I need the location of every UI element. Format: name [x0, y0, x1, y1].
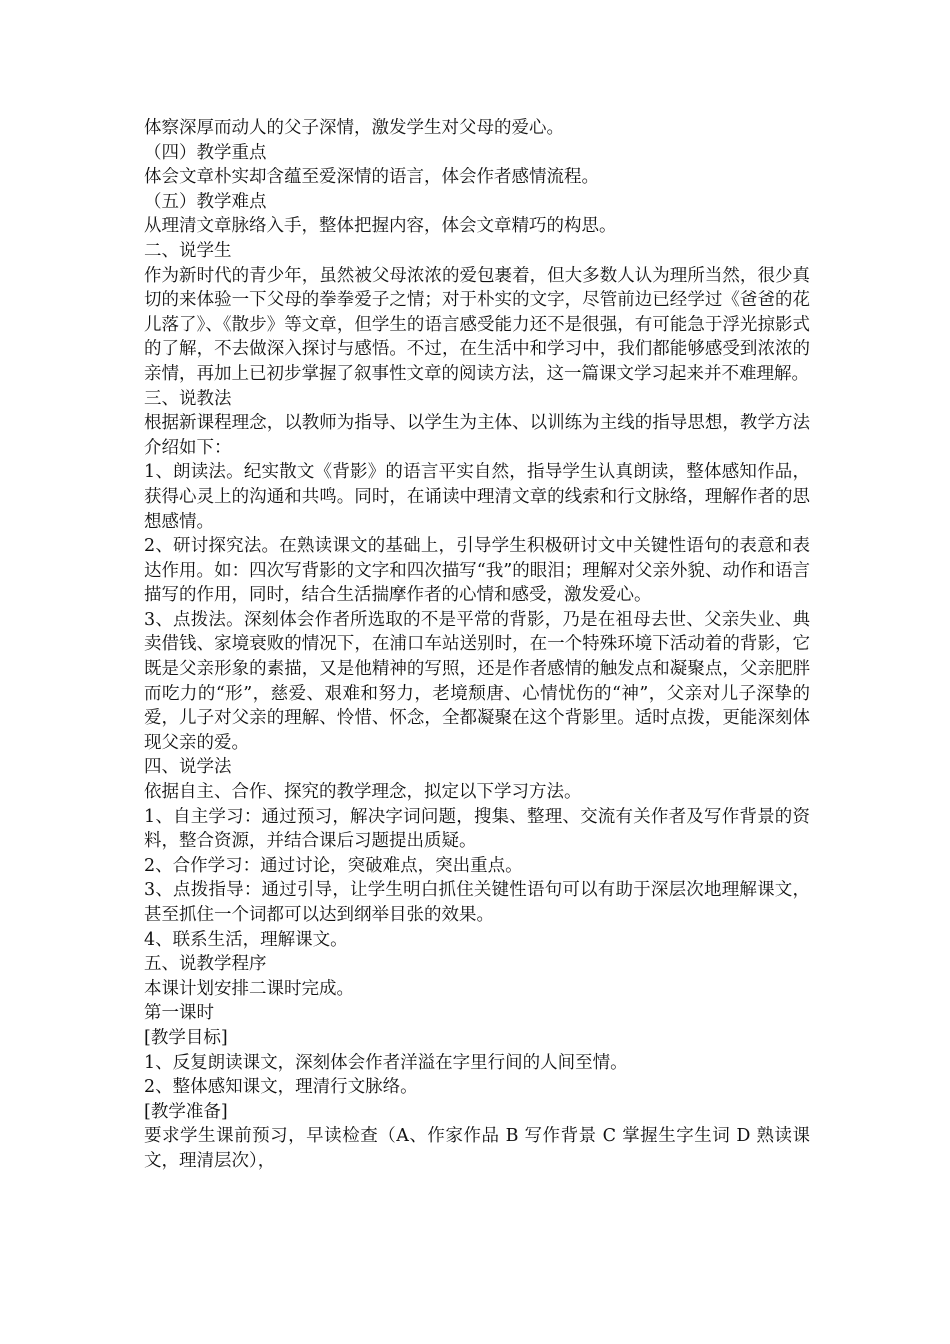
paragraph-preparation: 要求学生课前预习，早读检查（A、作家作品 B 写作背景 C 掌握生字生词 D 熟读课文，理清层次）， — [144, 1126, 810, 1171]
heading-about-students: 二、说学生 — [144, 240, 232, 261]
paragraph-method-guidance: 3、点拨法。深刻体会作者所选取的不是平常的背影，乃是在祖母去世、父亲失业、典卖借钱、家境衰败的情况下，在浦口车站送别时，在一个特殊环境下活动着的背影，它既是父亲形象的素描，又是他精神的写照，还是作者感情的触发点和凝聚点，父亲肥胖而吃力的“形”，慈爱、艰难和努力，老境颓唐、心情忧伤的“神”，父亲对儿子深挚的爱，儿子对父亲的理解、怜惜、怀念，全都凝聚在这个背影里。适时点拨，更能深刻体现父亲的爱。 — [144, 609, 810, 753]
heading-teaching-procedure: 五、说教学程序 — [144, 954, 267, 975]
paragraph-learning-intro: 依据自主、合作、探究的教学理念，拟定以下学习方法。 — [144, 782, 582, 803]
paragraph-method-inquiry: 2、研讨探究法。在熟读课文的基础上，引导学生积极研讨文中关键性语句的表意和表达作用。如：四次写背影的文字和四次描写“我”的眼泪；理解对父亲外貌、动作和语言描写的作用，同时，结合生活揣摩作者的心情和感受，激发爱心。 — [144, 536, 810, 606]
paragraph-learning-guidance: 3、点拨指导：通过引导，让学生明白抓住关键性语句可以有助于深层次地理解课文，甚至抓住一个词都可以达到纲举目张的效果。 — [144, 880, 810, 925]
heading-teaching-difficulty: （五）教学难点 — [144, 191, 267, 212]
paragraph-goal-2: 2、整体感知课文，理清行文脉络。 — [144, 1077, 418, 1098]
paragraph-learning-self: 1、自主学习：通过预习，解决字词问题，搜集、整理、交流有关作者及写作背景的资料，整合资源，并结合课后习题提出质疑。 — [144, 806, 810, 852]
paragraph-teaching-difficulty: 从理清文章脉络入手，整体把握内容，体会文章精巧的构思。 — [144, 216, 617, 237]
paragraph-learning-life: 4、联系生活，理解课文。 — [144, 929, 348, 950]
paragraph-about-students: 作为新时代的青少年，虽然被父母浓浓的爱包裹着，但大多数人认为理所当然，很少真切的来体验一下父母的拳拳爱子之情；对于朴实的文字，尽管前边已经学过《爸爸的花儿落了》、《散步》等文章，但学生的语言感受能力还不是很强，有可能急于浮光掠影式的了解，不去做深入探讨与感悟。不过，在生活中和学习中，我们都能够感受到浓浓的亲情，再加上已初步掌握了叙事性文章的阅读方法，这一篇课文学习起来并不难理解。 — [144, 265, 810, 384]
heading-lesson-preparation: [教学准备] — [144, 1101, 228, 1122]
heading-first-lesson: 第一课时 — [144, 1003, 214, 1024]
paragraph-procedure-plan: 本课计划安排二课时完成。 — [144, 978, 354, 999]
document-body — [144, 116, 810, 1174]
paragraph-learning-cooperative: 2、合作学习：通过讨论，突破难点，突出重点。 — [144, 855, 523, 876]
paragraph-methods-intro: 根据新课程理念，以教师为指导、以学生为主体、以训练为主线的指导思想，教学方法介绍如下： — [144, 413, 810, 458]
heading-learning-methods: 四、说学法 — [144, 757, 232, 778]
paragraph-method-reading: 1、朗读法。纪实散文《背影》的语言平实自然，指导学生认真朗读，整体感知作品，获得心灵上的沟通和共鸣。同时，在诵读中理清文章的线索和行文脉络，理解作者的思想感情。 — [144, 462, 810, 532]
heading-lesson-goals: [教学目标] — [144, 1027, 228, 1048]
paragraph-goal-1: 1、反复朗读课文，深刻体会作者洋溢在字里行间的人间至情。 — [144, 1052, 628, 1073]
heading-teaching-methods: 三、说教法 — [144, 388, 232, 409]
heading-teaching-focus: （四）教学重点 — [144, 142, 267, 163]
paragraph-goal-emotion: 体察深厚而动人的父子深情，激发学生对父母的爱心。 — [144, 118, 564, 138]
paragraph-teaching-focus: 体会文章朴实却含蕴至爱深情的语言，体会作者感情流程。 — [144, 167, 599, 188]
